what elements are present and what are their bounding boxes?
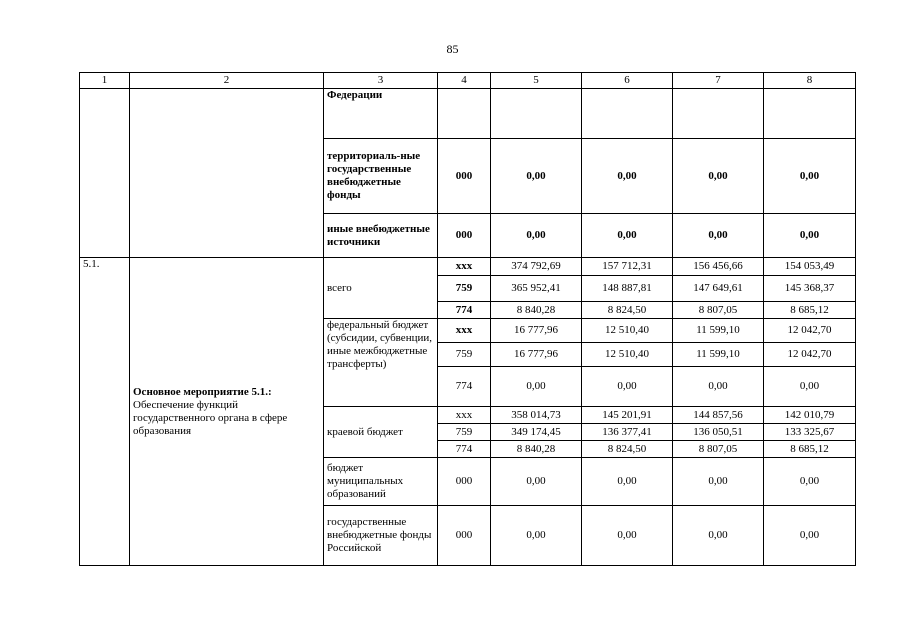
value-cell: 0,00: [673, 139, 764, 214]
value-cell: 8 824,50: [582, 302, 673, 319]
source-name: бюджет муниципальных образований: [324, 458, 438, 506]
source-name: Федерации: [324, 89, 438, 139]
value-cell: 0,00: [491, 506, 582, 566]
value-cell: [582, 89, 673, 139]
value-cell: 144 857,56: [673, 407, 764, 424]
section-title: Основное мероприятие 5.1.:: [133, 385, 272, 398]
code-cell: xxx: [438, 319, 491, 343]
value-cell: [764, 89, 856, 139]
value-cell: [673, 89, 764, 139]
value-cell: 0,00: [582, 367, 673, 407]
page-number: 85: [446, 42, 459, 56]
value-cell: 0,00: [582, 214, 673, 258]
code-cell: xxx: [438, 407, 491, 424]
code-cell: 774: [438, 367, 491, 407]
source-name: всего: [324, 258, 438, 319]
header-cell: 3: [324, 73, 438, 89]
header-cell: 6: [582, 73, 673, 89]
code-cell: [438, 89, 491, 139]
value-cell: 136 050,51: [673, 424, 764, 441]
section-description: Обеспечение функций государственного органа в сфере образования: [133, 398, 288, 437]
value-cell: 12 510,40: [582, 319, 673, 343]
value-cell: 365 952,41: [491, 276, 582, 302]
code-cell: 774: [438, 441, 491, 458]
value-cell: 12 042,70: [764, 343, 856, 367]
value-cell: 148 887,81: [582, 276, 673, 302]
table-row: [80, 89, 856, 139]
source-name: краевой бюджет: [324, 407, 438, 458]
header-cell: 4: [438, 73, 491, 89]
header-cell: 7: [673, 73, 764, 89]
value-cell: 156 456,66: [673, 258, 764, 276]
value-cell: 147 649,61: [673, 276, 764, 302]
value-cell: 0,00: [491, 458, 582, 506]
value-cell: 0,00: [764, 139, 856, 214]
empty-cell: [80, 89, 130, 258]
header-cell: 2: [130, 73, 324, 89]
code-cell: 774: [438, 302, 491, 319]
value-cell: 358 014,73: [491, 407, 582, 424]
source-name: иные внебюджетные источники: [324, 214, 438, 258]
source-name: государственные внебюджетные фонды Российской: [324, 506, 438, 566]
code-cell: 000: [438, 214, 491, 258]
header-row: [80, 73, 856, 89]
code-cell: 000: [438, 506, 491, 566]
code-cell: 759: [438, 343, 491, 367]
value-cell: 136 377,41: [582, 424, 673, 441]
header-cell: 1: [80, 73, 130, 89]
value-cell: 0,00: [582, 139, 673, 214]
value-cell: 374 792,69: [491, 258, 582, 276]
value-cell: [491, 89, 582, 139]
source-name: федеральный бюджет (субсидии, субвенции, иные межбюджетные трансферты): [324, 319, 438, 407]
value-cell: 145 201,91: [582, 407, 673, 424]
value-cell: 8 824,50: [582, 441, 673, 458]
value-cell: 0,00: [582, 506, 673, 566]
value-cell: 0,00: [764, 214, 856, 258]
value-cell: 0,00: [582, 458, 673, 506]
code-cell: 759: [438, 276, 491, 302]
value-cell: 8 807,05: [673, 302, 764, 319]
value-cell: 0,00: [673, 458, 764, 506]
budget-table: [79, 72, 856, 566]
source-name: территориаль-ные государственные внебюджетные фонды: [324, 139, 438, 214]
value-cell: 8 685,12: [764, 302, 856, 319]
value-cell: 0,00: [764, 367, 856, 407]
value-cell: 16 777,96: [491, 343, 582, 367]
code-cell: 000: [438, 139, 491, 214]
value-cell: 0,00: [491, 214, 582, 258]
value-cell: 154 053,49: [764, 258, 856, 276]
code-cell: 000: [438, 458, 491, 506]
value-cell: 8 840,28: [491, 441, 582, 458]
code-cell: 759: [438, 424, 491, 441]
value-cell: 11 599,10: [673, 319, 764, 343]
value-cell: 12 510,40: [582, 343, 673, 367]
value-cell: 157 712,31: [582, 258, 673, 276]
value-cell: 12 042,70: [764, 319, 856, 343]
value-cell: 11 599,10: [673, 343, 764, 367]
value-cell: 0,00: [491, 367, 582, 407]
value-cell: 145 368,37: [764, 276, 856, 302]
value-cell: 0,00: [673, 506, 764, 566]
value-cell: 349 174,45: [491, 424, 582, 441]
value-cell: 16 777,96: [491, 319, 582, 343]
value-cell: 8 685,12: [764, 441, 856, 458]
value-cell: 0,00: [673, 367, 764, 407]
empty-cell: [130, 89, 324, 258]
value-cell: 0,00: [764, 506, 856, 566]
section-cell: [130, 258, 324, 566]
value-cell: 142 010,79: [764, 407, 856, 424]
header-cell: 8: [764, 73, 856, 89]
value-cell: 8 840,28: [491, 302, 582, 319]
table-row: [80, 258, 856, 276]
code-cell: xxx: [438, 258, 491, 276]
section-number: 5.1.: [80, 258, 130, 566]
value-cell: 8 807,05: [673, 441, 764, 458]
value-cell: 0,00: [673, 214, 764, 258]
header-cell: 5: [491, 73, 582, 89]
value-cell: 133 325,67: [764, 424, 856, 441]
value-cell: 0,00: [491, 139, 582, 214]
value-cell: 0,00: [764, 458, 856, 506]
